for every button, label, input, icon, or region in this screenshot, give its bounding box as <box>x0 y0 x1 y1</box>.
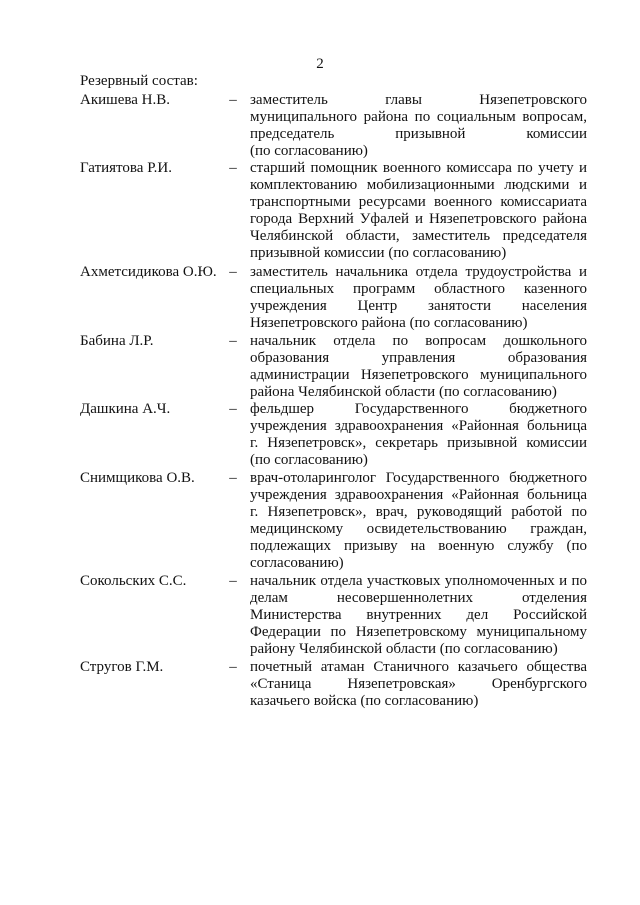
member-name: Ахметсидикова О.Ю. <box>80 264 217 280</box>
page-number: 2 <box>316 56 324 72</box>
member-name: Стругов Г.М. <box>80 659 164 675</box>
role-line: медицинскому освидетельствованию граждан, <box>250 521 587 537</box>
role-line: Федерации по Нязепетровскому муниципальному <box>250 624 587 640</box>
role-line: образования управления образования <box>250 350 587 366</box>
role-line: г. Нязепетровск», врач, руководящий работой по <box>250 504 587 520</box>
role-line: призывной комиссии (по согласованию) <box>250 245 507 261</box>
role-line: старший помощник военного комиссара по учету и <box>250 160 587 176</box>
role-line: заместитель начальника отдела трудоустройства и <box>250 264 587 280</box>
role-line: г. Нязепетровск», секретарь призывной комиссии <box>250 435 587 451</box>
role-line: (по согласованию) <box>250 143 368 159</box>
member-name: Снимщикова О.В. <box>80 470 195 486</box>
role-line: врач-отоларинголог Государственного бюджетного <box>250 470 587 486</box>
member-name: Гатиятова Р.И. <box>80 160 172 176</box>
role-line: города Верхний Уфалей и Нязепетровского района <box>250 211 587 227</box>
role-line: района Челябинской области (по согласованию) <box>250 384 557 400</box>
role-line: (по согласованию) <box>250 452 368 468</box>
role-line: председатель призывной комиссии <box>250 126 587 142</box>
role-line: «Станица Нязепетровская» Оренбургского <box>250 676 587 692</box>
role-line: учреждения здравоохранения «Районная больница <box>250 487 587 503</box>
role-line: начальник отдела участковых уполномоченных и по <box>250 573 587 589</box>
dash-separator: – <box>229 401 237 417</box>
reserve-heading: Резервный состав: <box>80 73 198 89</box>
role-line: почетный атаман Станичного казачьего общества <box>250 659 587 675</box>
role-line: учреждения Центр занятости населения <box>250 298 587 314</box>
member-role <box>250 160 587 262</box>
member-role <box>250 401 587 469</box>
role-line: учреждения здравоохранения «Районная больница <box>250 418 587 434</box>
role-line: Нязепетровского района (по согласованию) <box>250 315 528 331</box>
dash-separator: – <box>229 92 237 108</box>
role-line: делам несовершеннолетних отделения <box>250 590 587 606</box>
member-role <box>250 92 587 160</box>
role-line: согласованию) <box>250 555 344 571</box>
role-line: Министерства внутренних дел Российской <box>250 607 587 623</box>
dash-separator: – <box>229 659 237 675</box>
dash-separator: – <box>229 160 237 176</box>
member-name: Акишева Н.В. <box>80 92 170 108</box>
dash-separator: – <box>229 264 237 280</box>
role-line: начальник отдела по вопросам дошкольного <box>250 333 587 349</box>
member-name: Бабина Л.Р. <box>80 333 154 349</box>
member-name: Сокольских С.С. <box>80 573 187 589</box>
role-line: администрации Нязепетровского муниципального <box>250 367 587 383</box>
role-line: специальных программ областного казенного <box>250 281 587 297</box>
role-line: транспортными ресурсами военного комиссариата <box>250 194 587 210</box>
role-line: комплектованию мобилизационными людскими и <box>250 177 587 193</box>
dash-separator: – <box>229 470 237 486</box>
member-role <box>250 659 587 710</box>
member-role <box>250 264 587 332</box>
role-line: казачьего войска (по согласованию) <box>250 693 479 709</box>
role-line: заместитель главы Нязепетровского <box>250 92 587 108</box>
dash-separator: – <box>229 333 237 349</box>
member-role <box>250 333 587 401</box>
member-name: Дашкина А.Ч. <box>80 401 171 417</box>
role-line: фельдшер Государственного бюджетного <box>250 401 587 417</box>
member-role <box>250 573 587 658</box>
dash-separator: – <box>229 573 237 589</box>
role-line: муниципального района по социальным вопросам, <box>250 109 587 125</box>
role-line: подлежащих призыву на военную службу (по <box>250 538 587 554</box>
role-line: Челябинской области, заместитель председателя <box>250 228 587 244</box>
role-line: району Челябинской области (по согласованию) <box>250 641 558 657</box>
member-role <box>250 470 587 572</box>
